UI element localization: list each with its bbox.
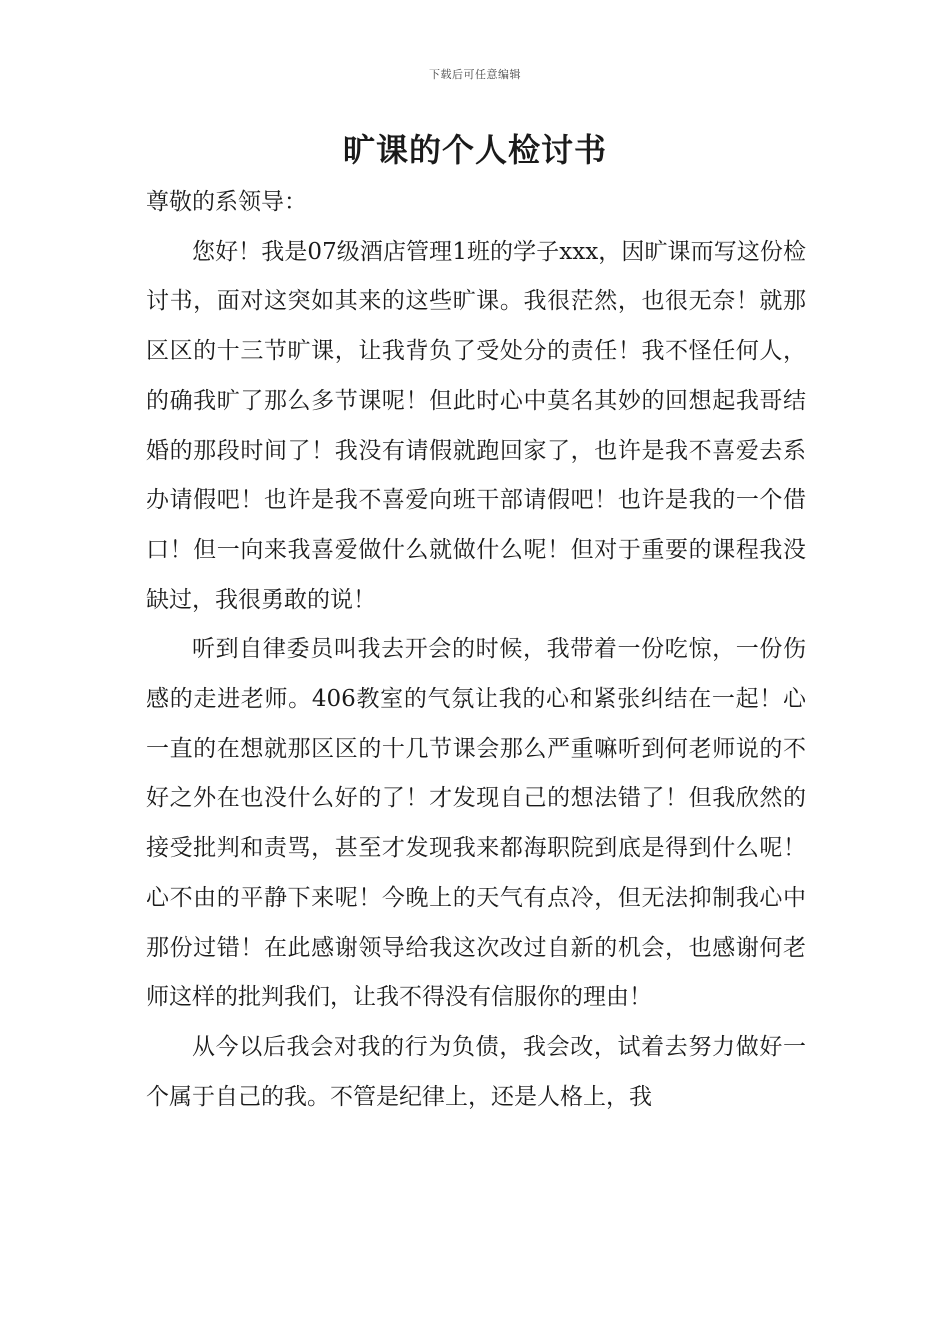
salutation: 尊敬的系领导： — [146, 189, 307, 215]
paragraph-2: 听到自律委员叫我去开会的时候，我带着一份吃惊，一份伤感的走进老师。406教室的气氛让我的心和紧张纠结在一起！心一直的在想就那区区的十几节课会那么严重嘛听到何老师说的不好之外在也没什么好的了！才发现自己的想法错了！但我欣然的接受批判和责骂，甚至才发现我来都海职院到底是得到什么呢！心不由的平静下来呢！今晚上的天气有点冷，但无法抑制我心中那份过错！在此感谢领导给我这次改过自新的机会，也感谢何老师这样的批判我们，让我不得没有信服你的理由！ — [146, 636, 806, 1011]
document-body — [146, 178, 806, 1122]
paragraph-3: 从今以后我会对我的行为负债，我会改，试着去努力做好一个属于自己的我。不管是纪律上，还是人格上，我 — [146, 1033, 806, 1110]
header-note: 下载后可任意编辑 — [429, 68, 521, 81]
paragraph-1: 您好！我是07级酒店管理1班的学子xxx，因旷课而写这份检讨书，面对这突如其来的这些旷课。我很茫然，也很无奈！就那区区的十三节旷课，让我背负了受处分的责任！我不怪任何人，的确我旷了那么多节课呢！但此时心中莫名其妙的回想起我哥结婚的那段时间了！我没有请假就跑回家了，也许是我不喜爱去系办请假吧！也许是我不喜爱向班干部请假吧！也许是我的一个借口！但一向来我喜爱做什么就做什么呢！但对于重要的课程我没缺过，我很勇敢的说！ — [146, 238, 806, 613]
document-title: 旷课的个人检讨书 — [342, 131, 607, 169]
